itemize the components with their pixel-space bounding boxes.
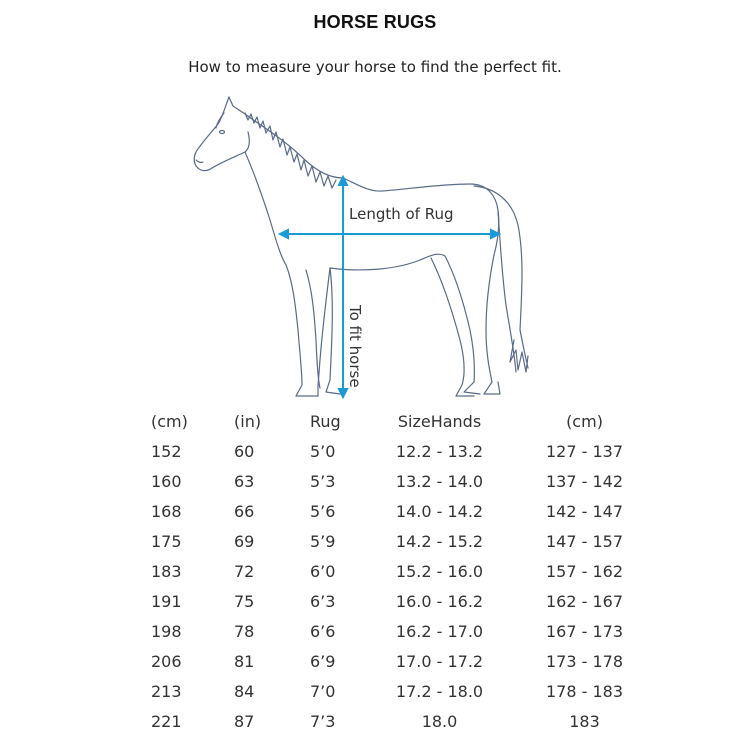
- length-of-rug-label: Length of Rug: [349, 205, 454, 223]
- cell-rug: 5’0: [310, 441, 336, 461]
- cell-rug: 6’3: [310, 591, 336, 611]
- cell-hands: 16.2 - 17.0: [395, 621, 484, 641]
- header-height-cm: (cm): [566, 411, 603, 431]
- cell-in: 69: [234, 531, 255, 551]
- cell-in: 84: [234, 681, 255, 701]
- cell-rug: 5’9: [310, 531, 336, 551]
- cell-hands: 14.0 - 14.2: [395, 501, 484, 521]
- cell-hands: 14.2 - 15.2: [395, 531, 484, 551]
- cell-rug: 6’0: [310, 561, 336, 581]
- cell-cm: 152: [151, 441, 182, 461]
- cell-cm: 160: [151, 471, 182, 491]
- cell-cm: 168: [151, 501, 182, 521]
- cell-height-cm: 173 - 178: [545, 651, 624, 671]
- cell-in: 72: [234, 561, 255, 581]
- cell-in: 63: [234, 471, 255, 491]
- cell-cm: 175: [151, 531, 182, 551]
- cell-hands: 15.2 - 16.0: [395, 561, 484, 581]
- cell-rug: 7’3: [310, 711, 336, 731]
- cell-hands: 18.0: [421, 711, 458, 731]
- table-row: [140, 466, 667, 496]
- page-title: HORSE RUGS: [313, 12, 437, 32]
- cell-rug: 5’3: [310, 471, 336, 491]
- cell-height-cm: 127 - 137: [545, 441, 624, 461]
- cell-height-cm: 183: [569, 711, 600, 731]
- cell-rug: 5’6: [310, 501, 336, 521]
- header-size-hands: SizeHands: [397, 411, 482, 431]
- cell-height-cm: 147 - 157: [545, 531, 624, 551]
- cell-in: 87: [234, 711, 255, 731]
- table-row: [140, 496, 667, 526]
- table-row: [140, 676, 667, 706]
- cell-height-cm: 162 - 167: [545, 591, 624, 611]
- cell-in: 66: [234, 501, 255, 521]
- header-length-in: (in): [234, 411, 262, 431]
- cell-height-cm: 142 - 147: [545, 501, 624, 521]
- cell-hands: 17.0 - 17.2: [395, 651, 484, 671]
- cell-cm: 183: [151, 561, 182, 581]
- table-row: [140, 616, 667, 646]
- header-rug: Rug: [310, 411, 341, 431]
- cell-cm: 221: [151, 711, 182, 731]
- cell-height-cm: 178 - 183: [545, 681, 624, 701]
- cell-rug: 6’6: [310, 621, 336, 641]
- cell-hands: 13.2 - 14.0: [395, 471, 484, 491]
- cell-in: 75: [234, 591, 255, 611]
- cell-rug: 6’9: [310, 651, 336, 671]
- cell-cm: 191: [151, 591, 182, 611]
- cell-cm: 198: [151, 621, 182, 641]
- table-header-row: [140, 406, 667, 436]
- size-chart-table: [140, 406, 667, 736]
- table-row: [140, 556, 667, 586]
- cell-hands: 12.2 - 13.2: [395, 441, 484, 461]
- page-subtitle: How to measure your horse to find the perfect fit.: [188, 58, 562, 76]
- cell-in: 60: [234, 441, 255, 461]
- cell-height-cm: 167 - 173: [545, 621, 624, 641]
- table-row: [140, 706, 667, 736]
- to-fit-horse-label: To fit horse: [346, 305, 364, 388]
- table-row: [140, 646, 667, 676]
- cell-hands: 16.0 - 16.2: [395, 591, 484, 611]
- table-row: [140, 586, 667, 616]
- cell-height-cm: 137 - 142: [545, 471, 624, 491]
- cell-in: 78: [234, 621, 255, 641]
- cell-cm: 213: [151, 681, 182, 701]
- cell-rug: 7’0: [310, 681, 336, 701]
- cell-in: 81: [234, 651, 255, 671]
- cell-cm: 206: [151, 651, 182, 671]
- header-length-cm: (cm): [151, 411, 188, 431]
- cell-hands: 17.2 - 18.0: [395, 681, 484, 701]
- table-row: [140, 436, 667, 466]
- table-row: [140, 526, 667, 556]
- cell-height-cm: 157 - 162: [545, 561, 624, 581]
